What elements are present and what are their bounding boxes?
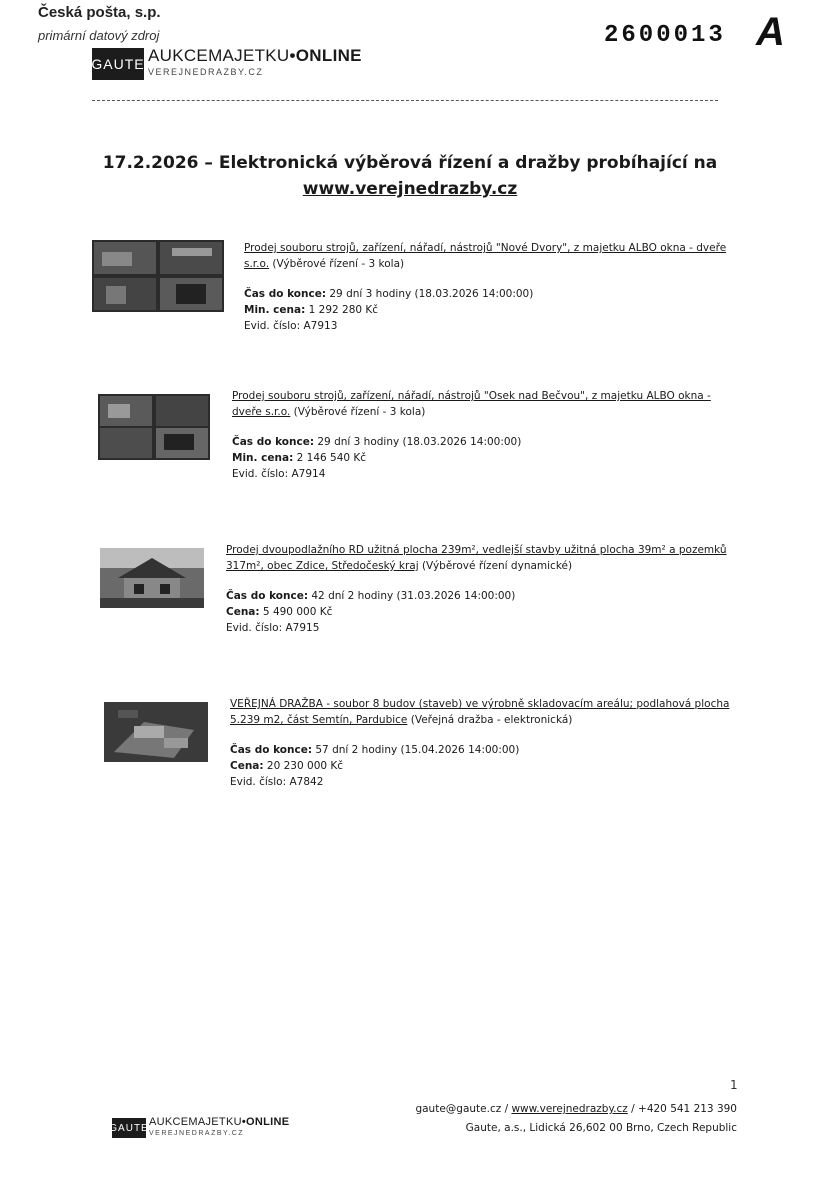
listing-item: Prodej dvoupodlažního RD užitná plocha 239m², vedlejší stavby užitná plocha 39m² a pozemků 317m², obec Zdice, Středočeský kraj (Výběrové řízení dynamické) Čas do konce: 42 dní 2 hodiny (31.03.2026 14:00:00) Cena: 5 490 000 Kč Evid. číslo: A7915 [226,542,746,636]
title-site-link[interactable]: www.verejnedrazby.cz [302,179,518,199]
logo-box: GAUTE [112,1118,146,1138]
listing-link[interactable]: Prodej dvoupodlažního RD užitná plocha 239m², vedlejší stavby užitná plocha 39m² a pozemků 317m², obec Zdice, Středočeský kraj [226,544,727,572]
logo-box: GAUTE [92,48,144,80]
listing-item: Prodej souboru strojů, zařízení, nářadí, nástrojů "Osek nad Bečvou", z majetku ALBO okna - dveře s.r.o. (Výběrové řízení - 3 kola) Čas do konce: 29 dní 3 hodiny (18.03.2026 14:00:00) Min. cena: 2 146 540 Kč Evid. číslo: A7914 [232,388,732,482]
listing-item: Prodej souboru strojů, zařízení, nářadí, nástrojů "Nové Dvory", z majetku ALBO okna - dveře s.r.o. (Výběrové řízení - 3 kola) Čas do konce: 29 dní 3 hodiny (18.03.2026 14:00:00) Min. cena: 1 292 280 Kč Evid. číslo: A7913 [244,240,734,334]
price: Cena: 20 230 000 Kč [230,760,344,772]
logo-subtitle: VEREJNEDRAZBY.CZ [148,67,264,77]
listing-thumbnail[interactable] [100,548,204,608]
price: Min. cena: 1 292 280 Kč [244,304,379,316]
listing-link[interactable]: VEŘEJNÁ DRAŽBA - soubor 8 budov (staveb) ve výrobně skladovacím areálu; podlahová plocha 5.239 m2, část Semtín, Pardubice [230,698,730,726]
evid-number: Evid. číslo: A7842 [230,776,324,788]
evid-number: Evid. číslo: A7913 [244,320,338,332]
time-left: Čas do konce: 29 dní 3 hodiny (18.03.2026 14:00:00) [232,436,522,448]
footer-email[interactable]: gaute@gaute.cz [415,1103,502,1115]
listing-thumbnail[interactable] [98,394,210,460]
sender-subtitle: primární datový zdroj [38,28,160,43]
header-divider [92,100,718,101]
header-logo [92,46,362,80]
listing-link[interactable]: Prodej souboru strojů, zařízení, nářadí, nástrojů "Osek nad Bečvou", z majetku ALBO okna - dveře s.r.o. [232,390,711,418]
footer-site-link[interactable]: www.verejnedrazby.cz [511,1103,628,1115]
logo-wordmark: AUKCEMAJETKU•ONLINE [149,1116,290,1128]
footer-address: Gaute, a.s., Lidická 26,602 00 Brno, Czech Republic [465,1122,737,1134]
price: Cena: 5 490 000 Kč [226,606,333,618]
time-left: Čas do konce: 42 dní 2 hodiny (31.03.2026 14:00:00) [226,590,516,602]
evid-number: Evid. číslo: A7914 [232,468,326,480]
listing-thumbnail[interactable] [104,702,208,762]
logo-subtitle: VEREJNEDRAZBY.CZ [149,1130,245,1137]
listing-item: VEŘEJNÁ DRAŽBA - soubor 8 budov (staveb) ve výrobně skladovacím areálu; podlahová plocha 5.239 m2, část Semtín, Pardubice (Veřejná dražba - elektronická) Čas do konce: 57 dní 2 hodiny (15.04.2026 14:00:00) Cena: 20 230 000 Kč Evid. číslo: A7842 [230,696,740,790]
footer-phone: +420 541 213 390 [638,1103,737,1115]
evid-number: Evid. číslo: A7915 [226,622,320,634]
logo-wordmark: AUKCEMAJETKU•ONLINE [148,46,362,65]
page-title: 17.2.2026 – Elektronická výběrová řízení a dražby probíhající na www.verejnedrazby.cz [100,150,720,202]
listing-link[interactable]: Prodej souboru strojů, zařízení, nářadí, nástrojů "Nové Dvory", z majetku ALBO okna - dveře s.r.o. [244,242,727,270]
sender-name: Česká pošta, s.p. [38,4,161,21]
listing-thumbnail[interactable] [92,240,224,312]
time-left: Čas do konce: 57 dní 2 hodiny (15.04.2026 14:00:00) [230,744,520,756]
document-letter: A [756,10,785,54]
footer-logo [109,1116,290,1138]
price: Min. cena: 2 146 540 Kč [232,452,367,464]
document-number: 2600013 [604,22,726,49]
time-left: Čas do konce: 29 dní 3 hodiny (18.03.2026 14:00:00) [244,288,534,300]
footer-contact: gaute@gaute.cz / www.verejnedrazby.cz / +420 541 213 390 Gaute, a.s., Lidická 26,602 00 Brno, Czech Republic [400,1100,737,1138]
page-number: 1 [730,1078,738,1092]
